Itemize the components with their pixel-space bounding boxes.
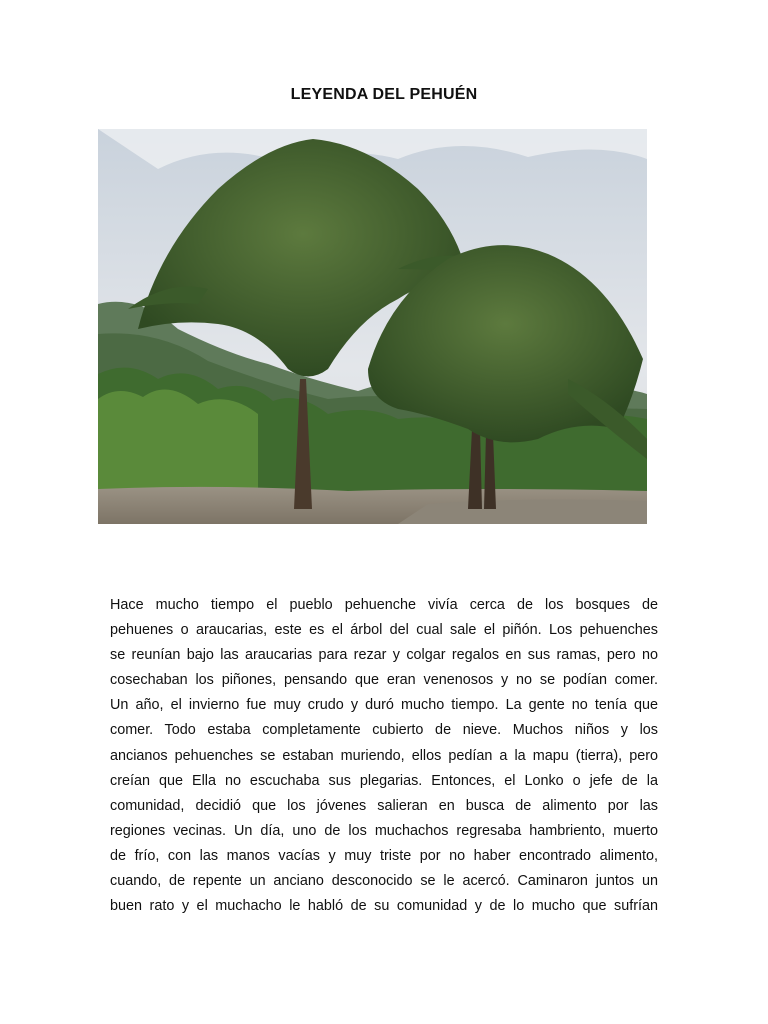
araucaria-illustration: [98, 129, 647, 524]
paragraph-line: regiones vecinas. Un día, uno de los muchachos regresaba hambriento, muerto: [110, 822, 658, 839]
paragraph-line: se reunían bajo las araucarias para rezar y colgar regalos en sus ramas, pero no: [110, 647, 658, 664]
paragraph-line: pehuenes o araucarias, este es el árbol del cual sale el piñón. Los pehuenches: [110, 622, 658, 639]
paragraph-line: comer. Todo estaba completamente cubierto de nieve. Muchos niños y los: [110, 722, 658, 739]
paragraph-line: comunidad, decidió que los jóvenes salieran en busca de alimento por las: [110, 797, 658, 814]
paragraph-line: Hace mucho tiempo el pueblo pehuenche vivía cerca de los bosques de: [110, 597, 658, 613]
paragraph-line: ancianos pehuenches se estaban muriendo, ellos pedían a la mapu (tierra), pero: [110, 747, 658, 764]
paragraph-line: de frío, con las manos vacías y muy triste por no haber encontrado alimento,: [110, 847, 658, 864]
paragraph-line: Un año, el invierno fue muy crudo y duró mucho tiempo. La gente no tenía que: [110, 697, 658, 714]
page-title: LEYENDA DEL PEHUÉN: [290, 86, 478, 103]
paragraph-line: creían que Ella no escuchaba sus plegarias. Entonces, el Lonko o jefe de la: [110, 772, 658, 789]
araucaria-photo: [98, 129, 647, 524]
legend-paragraph: [110, 593, 658, 919]
paragraph-line: cuando, de repente un anciano desconocido se le acercó. Caminaron juntos un: [110, 873, 658, 890]
paragraph-line: buen rato y el muchacho le habló de su comunidad y de lo mucho que sufrían: [110, 898, 658, 915]
paragraph-line: cosechaban los piñones, pensando que eran venenosos y no se podían comer.: [110, 672, 658, 689]
